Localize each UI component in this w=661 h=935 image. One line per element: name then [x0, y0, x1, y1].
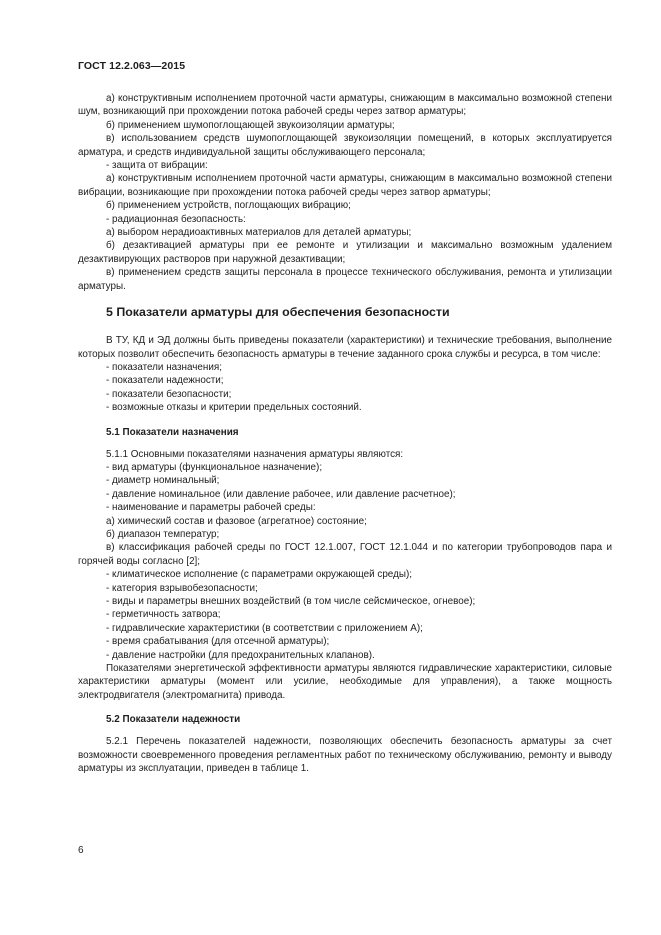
paragraph: б) применением шумопоглощающей звукоизоляции арматуры;: [106, 119, 395, 131]
section-5-1-body: [78, 448, 612, 703]
list-item: в) классификация рабочей среды по ГОСТ 12.1.007, ГОСТ 12.1.044 и по категории трубопроводов пара и горячей воды согласно [2];: [78, 542, 612, 567]
list-item: - возможные отказы и критерии предельных состояний.: [106, 402, 362, 414]
list-item: - категория взрывобезопасности;: [106, 582, 258, 594]
list-item: б) диапазон температур;: [106, 528, 220, 540]
list-item: - диаметр номинальный;: [106, 475, 220, 487]
list-item: - показатели надежности;: [106, 375, 224, 387]
list-item: - герметичность затвора;: [106, 609, 221, 621]
section-5-title: 5 Показатели арматуры для обеспечения безопасности: [106, 305, 450, 320]
paragraph: а) выбором нерадиоактивных материалов для деталей арматуры;: [106, 227, 412, 239]
intro-block: [78, 92, 612, 293]
paragraph: б) применением устройств, поглощающих вибрацию;: [106, 200, 351, 212]
section-5-body: [78, 334, 612, 414]
list-item: а) химический состав и фазовое (агрегатное) состояние;: [106, 515, 367, 527]
paragraph: 5.1.1 Основными показателями назначения арматуры являются:: [106, 448, 404, 460]
page-number: 6: [78, 845, 84, 856]
paragraph: в) использованием средств шумопоглощающей звукоизоляции помещений, в которых эксплуатируется арматура, и средств индивидуальной защиты обслуживающего персонала;: [78, 133, 612, 158]
section-5-1-title: 5.1 Показатели назначения: [106, 426, 239, 438]
list-item: - давление настройки (для предохранительных клапанов).: [106, 649, 375, 661]
section-5-2-title: 5.2 Показатели надежности: [106, 714, 241, 726]
list-item: - вид арматуры (функциональное назначение);: [106, 461, 323, 473]
paragraph: в) применением средств защиты персонала в процессе технического обслуживания, ремонта и утилизации арматуры.: [78, 267, 612, 292]
paragraph: Показателями энергетической эффективности арматуры являются гидравлические характеристики, силовые характеристики арматуры (момент или усилие, необходимые для управления), а также мощность электродвигателя (электромагнита) привода.: [78, 663, 612, 701]
paragraph: В ТУ, КД и ЭД должны быть приведены показатели (характеристики) и технические требования, выполнение которых позволит обеспечить безопасность арматуры в течение заданного срока службы и ресурса, в том числе:: [78, 335, 612, 360]
list-item: - показатели назначения;: [106, 361, 222, 373]
paragraph: а) конструктивным исполнением проточной части арматуры, снижающим в максимально возможной степени вибрации, возникающие при прохождении потока рабочей среды через затвор арматуры;: [78, 173, 612, 198]
list-item: - климатическое исполнение (с параметрами окружающей среды);: [106, 569, 412, 581]
paragraph: б) дезактивацией арматуры при ее ремонте и утилизации и максимально возможным удалением дезактивирующих растворов при наружной дезактивации;: [78, 240, 612, 265]
list-item: - показатели безопасности;: [106, 388, 232, 400]
list-item: - наименование и параметры рабочей среды:: [106, 502, 316, 514]
document-body: [78, 92, 612, 775]
paragraph: а) конструктивным исполнением проточной части арматуры, снижающим в максимально возможной степени шум, возникающий при прохождении потока рабочей среды через затвор арматуры;: [78, 93, 612, 118]
list-item: - давление номинальное (или давление рабочее, или давление расчетное);: [106, 488, 456, 500]
paragraph: - защита от вибрации:: [106, 160, 208, 172]
paragraph: - радиационная безопасность:: [106, 213, 246, 225]
document-code-header: ГОСТ 12.2.063—2015: [78, 60, 186, 72]
list-item: - гидравлические характеристики (в соответствии с приложением А);: [106, 622, 423, 634]
list-item: - время срабатывания (для отсечной арматуры);: [106, 636, 330, 648]
section-5-2-body: [78, 735, 612, 775]
paragraph: 5.2.1 Перечень показателей надежности, позволяющих обеспечить безопасность арматуры за счет возможности своевременного проведения регламентных работ по техническому обслуживанию, ремонту и выводу арматуры из эксплуатации, приведен в таблице 1.: [78, 736, 612, 775]
list-item: - виды и параметры внешних воздействий (в том числе сейсмическое, огневое);: [106, 596, 476, 607]
